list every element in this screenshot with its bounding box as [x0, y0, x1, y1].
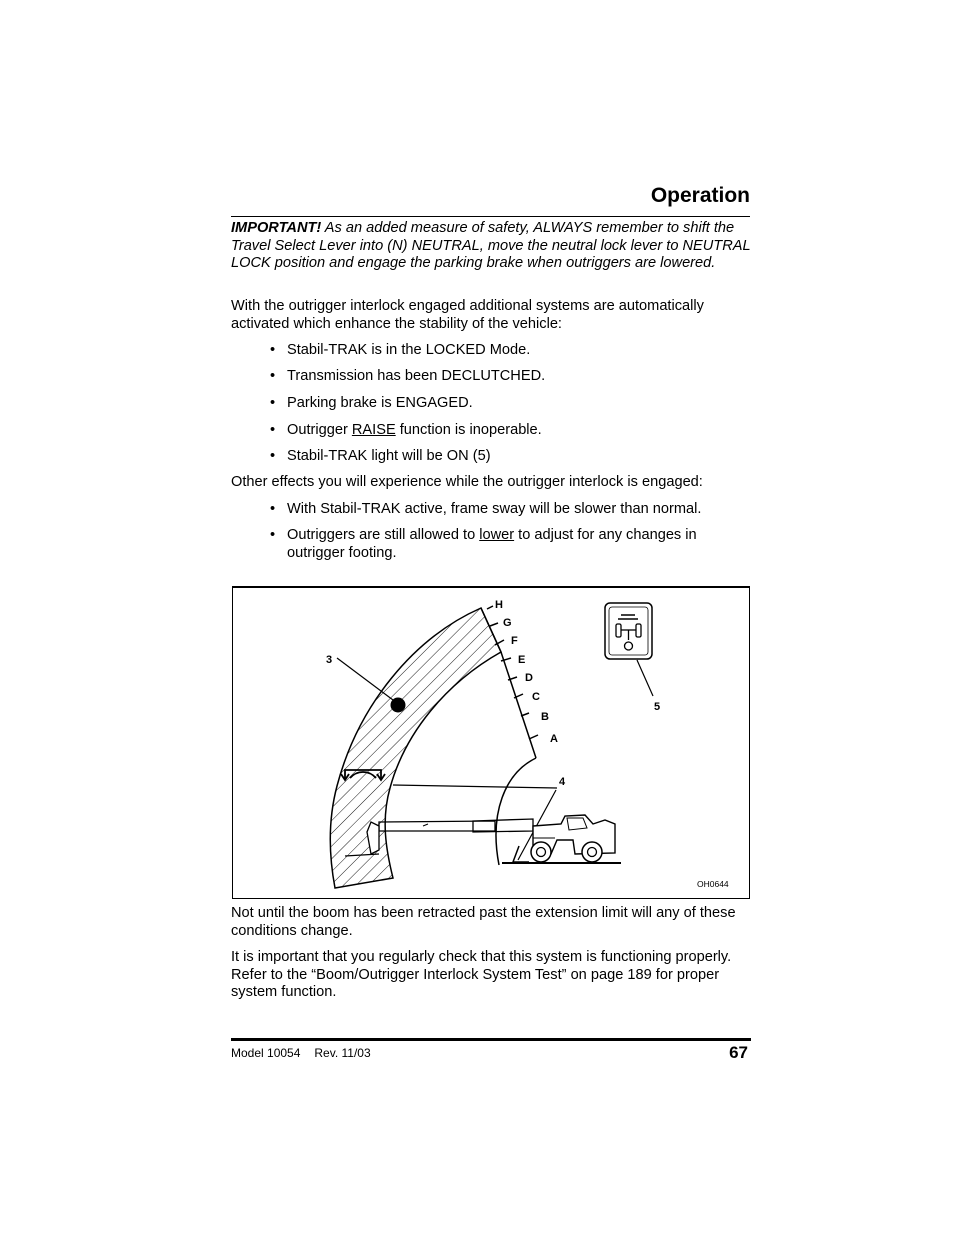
header-rule: [231, 216, 750, 217]
callout-3-leader: [337, 658, 393, 700]
interlock-diagram: [233, 588, 749, 898]
after-paragraph-1: Not until the boom has been retracted past the extension limit will any of these conditions change.: [231, 905, 736, 939]
system-item: • Outrigger RAISE function is inoperable.: [287, 422, 747, 440]
load-dot: [391, 698, 406, 713]
important-text: As an added measure of safety, ALWAYS remember to shift the Travel Select Lever into (N) NEUTRAL, move the neutral lock lever to NEUTRAL LOCK position and engage the parking brake when outriggers are lowered.: [231, 220, 751, 271]
angle-label-d: D: [525, 672, 533, 684]
extension-limit-line: [393, 785, 557, 788]
page-number: 67: [729, 1043, 748, 1062]
section-title: Operation: [650, 184, 750, 207]
system-item: • Transmission has been DECLUTCHED.: [287, 368, 747, 386]
angle-label-e: E: [518, 654, 526, 666]
footer-model: [231, 1046, 385, 1060]
callout-5-leader: [637, 660, 653, 696]
footer-rule: [231, 1038, 751, 1041]
figure-code: OH0644: [697, 879, 729, 889]
revision: Rev. 11/03: [314, 1046, 371, 1060]
angle-label-f: F: [511, 635, 518, 647]
important-lead: IMPORTANT!: [231, 220, 322, 236]
angle-label-c: C: [532, 691, 540, 703]
system-item: • Stabil-TRAK light will be ON (5): [287, 448, 747, 466]
extension-limit-arc: [496, 758, 536, 865]
interlock-figure: [232, 586, 750, 899]
effect-item: • With Stabil-TRAK active, frame sway will be slower than normal.: [287, 501, 747, 519]
intro-paragraph: With the outrigger interlock engaged additional systems are automatically activated which enhance the stability of the vehicle:: [231, 298, 704, 332]
model-number: Model 10054: [231, 1046, 301, 1060]
system-item: • Stabil-TRAK is in the LOCKED Mode.: [287, 342, 747, 360]
restricted-zone: [330, 608, 501, 888]
callout-3-label: 3: [326, 654, 333, 666]
underlined-lower: lower: [479, 527, 515, 543]
callout-4-label: 4: [559, 776, 566, 788]
effects-intro: Other effects you will experience while the outrigger interlock is engaged:: [231, 474, 703, 490]
stabil-trak-light-icon: [605, 603, 652, 659]
callout-5-label: 5: [654, 701, 661, 713]
important-note: [231, 220, 751, 273]
after-paragraph-2: It is important that you regularly check that this system is functioning properly. Refer to the “Boom/Outrigger Interlock System Test” on page 189 for proper system function.: [231, 949, 732, 1000]
angle-label-b: B: [541, 711, 549, 723]
angle-label-g: G: [503, 617, 512, 629]
angle-label-h: H: [495, 599, 503, 611]
underlined-raise: RAISE: [351, 422, 396, 438]
angle-label-a: A: [550, 733, 558, 745]
effect-item: • Outriggers are still allowed to lower to adjust for any changes in outrigger footing.: [287, 527, 747, 562]
system-item: • Parking brake is ENGAGED.: [287, 395, 747, 413]
